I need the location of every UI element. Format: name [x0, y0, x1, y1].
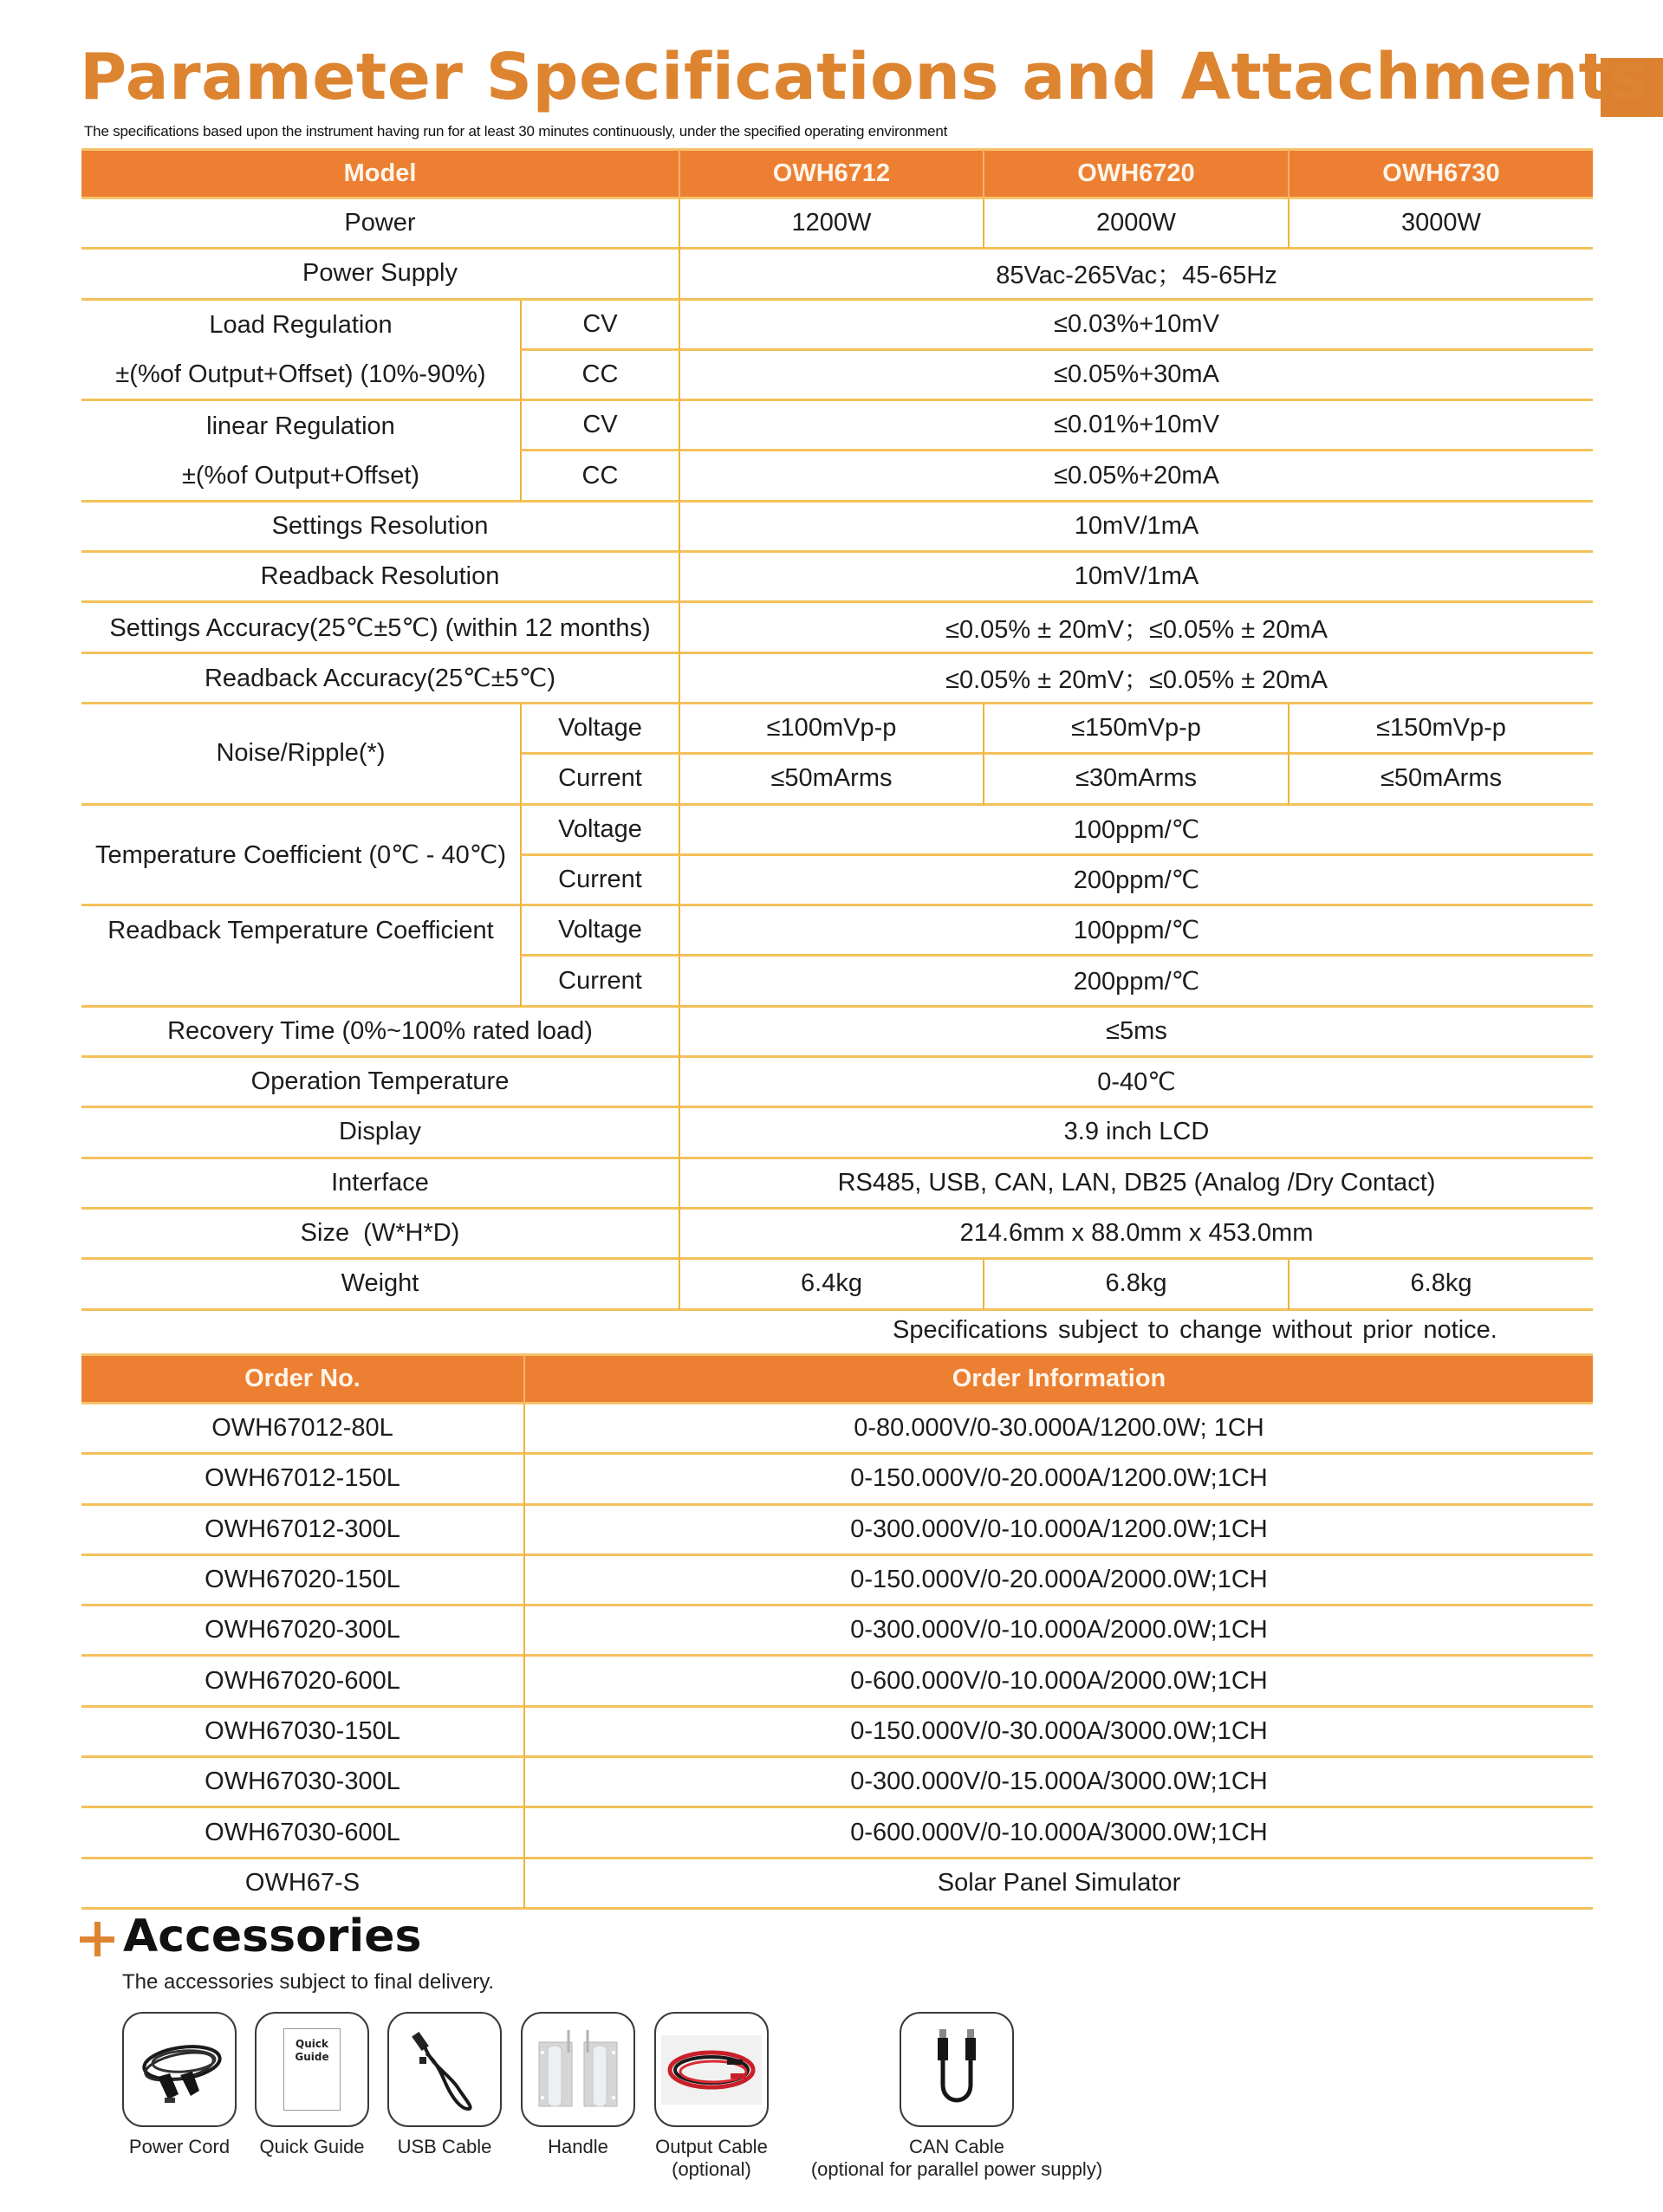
noise-voltage-value: ≤100mVp-p: [679, 704, 983, 755]
order-table: [81, 1353, 1593, 1910]
order-no: OWH67012-300L: [81, 1506, 523, 1556]
accessory-power-cord: [114, 2012, 244, 2158]
spec-footnote: Specifications subject to change without prior notice.: [893, 1316, 1497, 1344]
quick-guide-cover-text: Guide: [295, 2051, 329, 2063]
linear-regulation-label-2: ±(%of Output+Offset): [81, 451, 520, 502]
order-no: OWH67020-150L: [81, 1556, 523, 1606]
readback-temp-coefficient-label: Readback Temperature Coefficient: [81, 906, 520, 1008]
noise-voltage-value: ≤150mVp-p: [983, 704, 1288, 755]
noise-voltage-label: Voltage: [520, 704, 679, 755]
order-info: 0-600.000V/0-10.000A/3000.0W;1CH: [523, 1808, 1593, 1858]
order-info: 0-150.000V/0-30.000A/3000.0W;1CH: [523, 1708, 1593, 1758]
weight-value: 6.8kg: [1288, 1260, 1593, 1310]
accessory-handle: [513, 2012, 643, 2158]
power-supply-label: Power Supply: [81, 250, 679, 300]
accessory-label: Output Cable (optional): [655, 2136, 768, 2181]
header-model-1: OWH6712: [679, 148, 983, 199]
settings-resolution-label: Settings Resolution: [81, 503, 679, 553]
noise-current-value: ≤50mArms: [1288, 755, 1593, 805]
size-label: Size (W*H*D): [81, 1210, 679, 1260]
accessory-output-cable: [646, 2012, 776, 2182]
power-cord-icon: [122, 2012, 237, 2127]
order-no: OWH67020-600L: [81, 1657, 523, 1707]
load-regulation-cv-value: ≤0.03%+10mV: [679, 301, 1593, 351]
power-supply-value: 85Vac-265Vac；45-65Hz: [679, 250, 1593, 300]
settings-accuracy-value: ≤0.05% ± 20mV；≤0.05% ± 20mA: [679, 603, 1593, 653]
order-info: 0-600.000V/0-10.000A/2000.0W;1CH: [523, 1657, 1593, 1707]
can-cable-icon: [900, 2012, 1014, 2127]
readback-temp-voltage-value: 100ppm/℃: [679, 906, 1593, 957]
linear-regulation-cv-value: ≤0.01%+10mV: [679, 401, 1593, 451]
order-no: OWH67-S: [81, 1859, 523, 1910]
settings-resolution-value: 10mV/1mA: [679, 503, 1593, 553]
linear-regulation-cv-label: CV: [520, 401, 679, 451]
power-label: Power: [81, 199, 679, 250]
accessory-label: CAN Cable (optional for parallel power supply): [810, 2136, 1103, 2181]
size-value: 214.6mm x 88.0mm x 453.0mm: [679, 1210, 1593, 1260]
header-model-2: OWH6720: [983, 148, 1288, 199]
recovery-time-value: ≤5ms: [679, 1008, 1593, 1058]
noise-ripple-label: Noise/Ripple(*): [81, 704, 520, 806]
accessories-subtitle: The accessories subject to final delivery.: [122, 1970, 495, 1994]
order-info: 0-150.000V/0-20.000A/1200.0W;1CH: [523, 1455, 1593, 1505]
linear-regulation-cc-value: ≤0.05%+20mA: [679, 451, 1593, 502]
noise-current-value: ≤30mArms: [983, 755, 1288, 805]
weight-label: Weight: [81, 1260, 679, 1310]
noise-current-label: Current: [520, 755, 679, 805]
load-regulation-label-2: ±(%of Output+Offset) (10%-90%): [81, 351, 520, 401]
order-no: OWH67030-150L: [81, 1708, 523, 1758]
accessory-label: Power Cord: [128, 2136, 231, 2157]
plus-icon: [80, 1922, 114, 1956]
order-no: OWH67012-150L: [81, 1455, 523, 1505]
readback-accuracy-value: ≤0.05% ± 20mV；≤0.05% ± 20mA: [679, 654, 1593, 704]
power-value: 3000W: [1288, 199, 1593, 250]
temp-coefficient-current-label: Current: [520, 856, 679, 906]
readback-temp-current-value: 200ppm/℃: [679, 957, 1593, 1007]
accessory-label: Quick Guide: [259, 2136, 365, 2157]
header-order-info: Order Information: [523, 1353, 1593, 1404]
operation-temperature-value: 0-40℃: [679, 1058, 1593, 1108]
temp-coefficient-voltage-value: 100ppm/℃: [679, 806, 1593, 856]
load-regulation-label: Load Regulation: [209, 311, 393, 340]
order-no: OWH67030-600L: [81, 1808, 523, 1858]
quick-guide-cover-text: Quick: [296, 2038, 328, 2050]
accessory-usb-cable: [380, 2012, 510, 2158]
order-info: 0-80.000V/0-30.000A/1200.0W; 1CH: [523, 1404, 1593, 1455]
power-value: 1200W: [679, 199, 983, 250]
operation-temperature-label: Operation Temperature: [81, 1058, 679, 1108]
weight-value: 6.8kg: [983, 1260, 1288, 1310]
accessory-can-cable: [810, 2012, 1103, 2182]
handle-icon: [521, 2012, 635, 2127]
order-info: 0-300.000V/0-10.000A/2000.0W;1CH: [523, 1606, 1593, 1657]
weight-value: 6.4kg: [679, 1260, 983, 1310]
interface-value: RS485, USB, CAN, LAN, DB25 (Analog /Dry Contact): [679, 1159, 1593, 1210]
temp-coefficient-current-value: 200ppm/℃: [679, 856, 1593, 906]
output-cable-icon: [654, 2012, 769, 2127]
header-model-3: OWH6730: [1288, 148, 1593, 199]
settings-accuracy-label: Settings Accuracy(25℃±5℃) (within 12 months): [81, 603, 679, 653]
load-regulation-cc-label: CC: [520, 351, 679, 401]
accessories-title: Accessories: [123, 1910, 422, 1962]
readback-accuracy-label: Readback Accuracy(25℃±5℃): [81, 654, 679, 704]
linear-regulation-cc-label: CC: [520, 451, 679, 502]
load-regulation-cv-label: CV: [520, 301, 679, 351]
order-info: Solar Panel Simulator: [523, 1859, 1593, 1910]
temp-coefficient-voltage-label: Voltage: [520, 806, 679, 856]
page-subtitle: The specifications based upon the instrument having run for at least 30 minutes continuously, under the specified operating environment: [84, 123, 948, 139]
readback-resolution-value: 10mV/1mA: [679, 553, 1593, 603]
usb-cable-icon: [387, 2012, 502, 2127]
spec-table: [81, 148, 1593, 1311]
readback-temp-current-label: Current: [520, 957, 679, 1007]
linear-regulation-label: linear Regulation: [206, 412, 395, 440]
order-no: OWH67020-300L: [81, 1606, 523, 1657]
readback-temp-voltage-label: Voltage: [520, 906, 679, 957]
accessory-label: USB Cable: [397, 2136, 492, 2157]
order-info: 0-300.000V/0-10.000A/1200.0W;1CH: [523, 1506, 1593, 1556]
temp-coefficient-label: Temperature Coefficient (0℃ - 40℃): [81, 806, 520, 907]
power-value: 2000W: [983, 199, 1288, 250]
readback-resolution-label: Readback Resolution: [81, 553, 679, 603]
load-regulation-cc-value: ≤0.05%+30mA: [679, 351, 1593, 401]
display-label: Display: [81, 1108, 679, 1158]
quick-guide-icon: [255, 2012, 369, 2127]
header-model: Model: [81, 148, 679, 199]
accessory-quick-guide: [247, 2012, 377, 2158]
order-no: OWH67030-300L: [81, 1758, 523, 1808]
order-info: 0-300.000V/0-15.000A/3000.0W;1CH: [523, 1758, 1593, 1808]
order-info: 0-150.000V/0-20.000A/2000.0W;1CH: [523, 1556, 1593, 1606]
accessory-label: Handle: [548, 2136, 608, 2157]
order-no: OWH67012-80L: [81, 1404, 523, 1455]
page-title: Parameter Specifications and Attachments: [80, 40, 1649, 114]
recovery-time-label: Recovery Time (0%~100% rated load): [81, 1008, 679, 1058]
display-value: 3.9 inch LCD: [679, 1108, 1593, 1158]
noise-current-value: ≤50mArms: [679, 755, 983, 805]
noise-voltage-value: ≤150mVp-p: [1288, 704, 1593, 755]
header-order-no: Order No.: [81, 1353, 523, 1404]
interface-label: Interface: [81, 1159, 679, 1210]
